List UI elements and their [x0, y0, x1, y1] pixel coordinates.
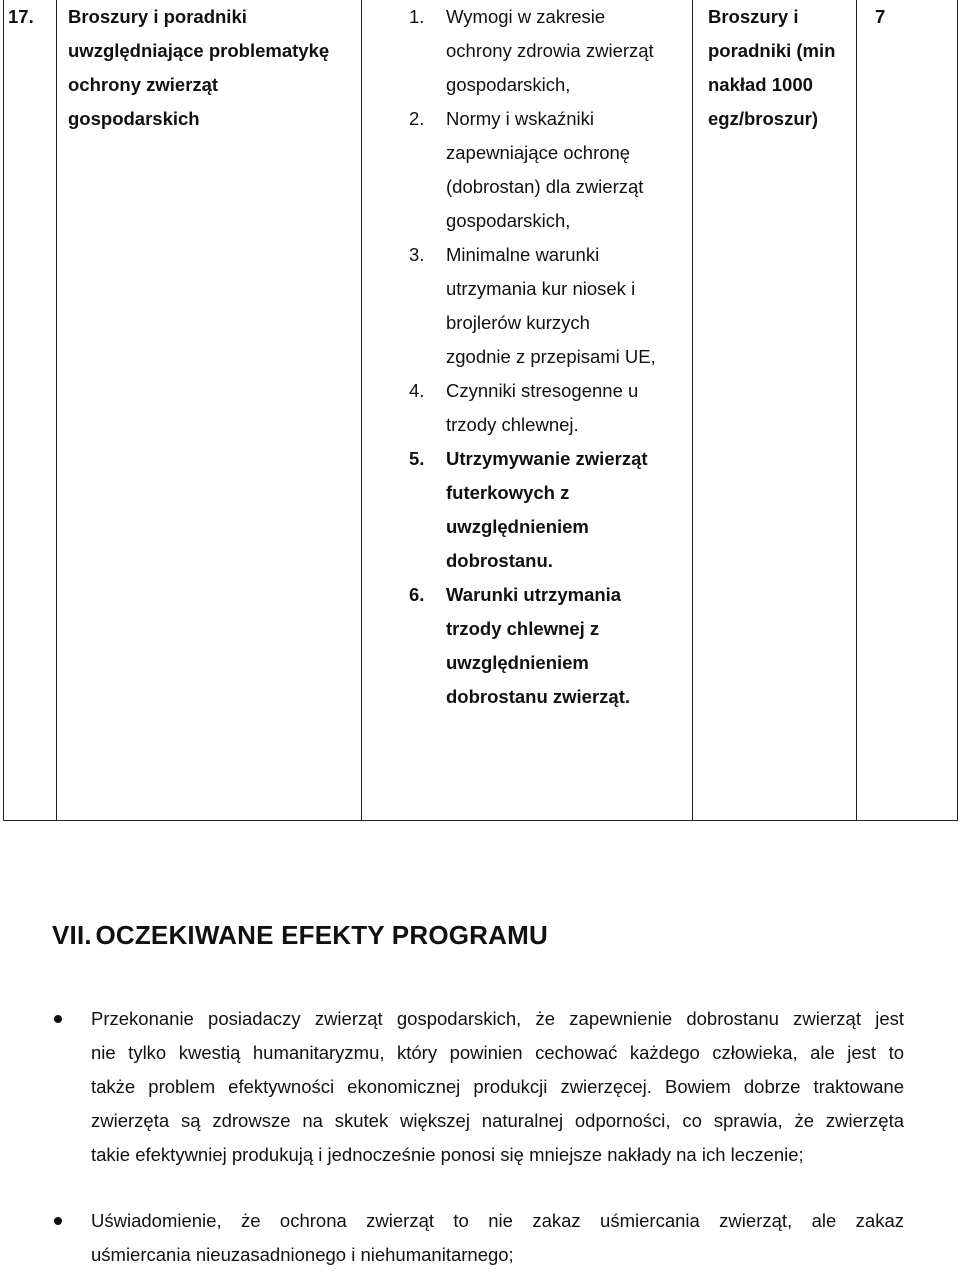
topic-number: 4.	[409, 380, 425, 401]
bullet-text	[91, 1002, 904, 1172]
column-divider	[856, 0, 857, 820]
program-table	[3, 0, 958, 821]
topic-line: dobrostanu zwierząt.	[446, 686, 630, 707]
section-heading	[52, 920, 548, 951]
topic-text: Utrzymywanie zwierząt	[446, 448, 648, 469]
bullet-line: uśmiercania nieuzasadnionego i niehumanitarnego;	[91, 1244, 514, 1265]
row-topics	[409, 0, 656, 714]
topic-line: futerkowych z	[446, 482, 570, 503]
topic-line: zapewniające ochronę	[446, 142, 631, 163]
form-line: nakład 1000	[708, 74, 813, 95]
bullet-dot-icon	[54, 1217, 62, 1225]
row-title	[68, 0, 329, 136]
title-line: uwzględniające problematykę	[68, 40, 330, 61]
topic-number: 2.	[409, 108, 425, 129]
section-title: OCZEKIWANE EFEKTY PROGRAMU	[95, 920, 548, 950]
topic-line	[409, 238, 656, 272]
section-number: VII.	[52, 920, 92, 950]
topic-line	[409, 0, 656, 34]
topic-number: 3.	[409, 244, 425, 265]
topic-text: Normy i wskaźniki	[446, 108, 595, 129]
bullet-dot-icon	[54, 1015, 62, 1023]
title-line: ochrony zwierząt	[68, 74, 219, 95]
topic-text: Wymogi w zakresie	[446, 6, 606, 27]
bullet-line: takie efektywniej produkują i jednocześnie ponosi się mniejsze nakłady na ich leczenie;	[91, 1144, 804, 1165]
topic-text: Warunki utrzymania	[446, 584, 622, 605]
topic-line: dobrostanu.	[446, 550, 553, 571]
topic-number: 1.	[409, 6, 425, 27]
form-line: poradniki (min	[708, 40, 836, 61]
form-line: Broszury i	[708, 6, 799, 27]
topic-line: gospodarskich,	[446, 74, 571, 95]
column-divider	[692, 0, 693, 820]
bullet-line: Uświadomienie, że ochrona zwierząt to nie zakaz uśmiercania zwierząt, ale zakaz	[91, 1210, 904, 1231]
topic-line: trzody chlewnej.	[446, 414, 579, 435]
topic-text: Minimalne warunki	[446, 244, 600, 265]
topic-number: 5.	[409, 448, 425, 469]
row-quantity: 7	[875, 6, 886, 27]
topic-line	[409, 578, 656, 612]
topic-line: uwzględnieniem	[446, 652, 589, 673]
title-line: gospodarskich	[68, 108, 200, 129]
form-line: egz/broszur)	[708, 108, 818, 129]
topic-line	[409, 102, 656, 136]
row-form	[708, 0, 835, 136]
topic-line	[409, 442, 656, 476]
topic-line: trzody chlewnej z	[446, 618, 600, 639]
bullet-text	[91, 1204, 904, 1272]
title-line: Broszury i poradniki	[68, 6, 247, 27]
bullet-line: także problem efektywności ekonomicznej produkcji zwierzęcej. Bowiem dobrze traktowane	[91, 1076, 904, 1097]
topic-number: 6.	[409, 584, 425, 605]
row-number: 17.	[8, 6, 34, 27]
column-divider	[56, 0, 57, 820]
column-divider	[361, 0, 362, 820]
topic-line: brojlerów kurzych	[446, 312, 590, 333]
bullet-line: zwierzęta są zdrowsze na skutek większej naturalnej odporności, co sprawia, że zwierzęta	[91, 1110, 904, 1131]
topic-line: uwzględnieniem	[446, 516, 589, 537]
topic-line: (dobrostan) dla zwierząt	[446, 176, 644, 197]
topic-line: ochrony zdrowia zwierząt	[446, 40, 654, 61]
bullet-line: Przekonanie posiadaczy zwierząt gospodarskich, że zapewnienie dobrostanu zwierząt jest	[91, 1008, 904, 1029]
topic-text: Czynniki stresogenne u	[446, 380, 639, 401]
topic-line	[409, 374, 656, 408]
topic-line: gospodarskich,	[446, 210, 571, 231]
topic-line: utrzymania kur niosek i	[446, 278, 636, 299]
topic-line: zgodnie z przepisami UE,	[446, 346, 656, 367]
bullet-line: nie tylko kwestią humanitaryzmu, który powinien cechować każdego człowieka, ale jest to	[91, 1042, 904, 1063]
